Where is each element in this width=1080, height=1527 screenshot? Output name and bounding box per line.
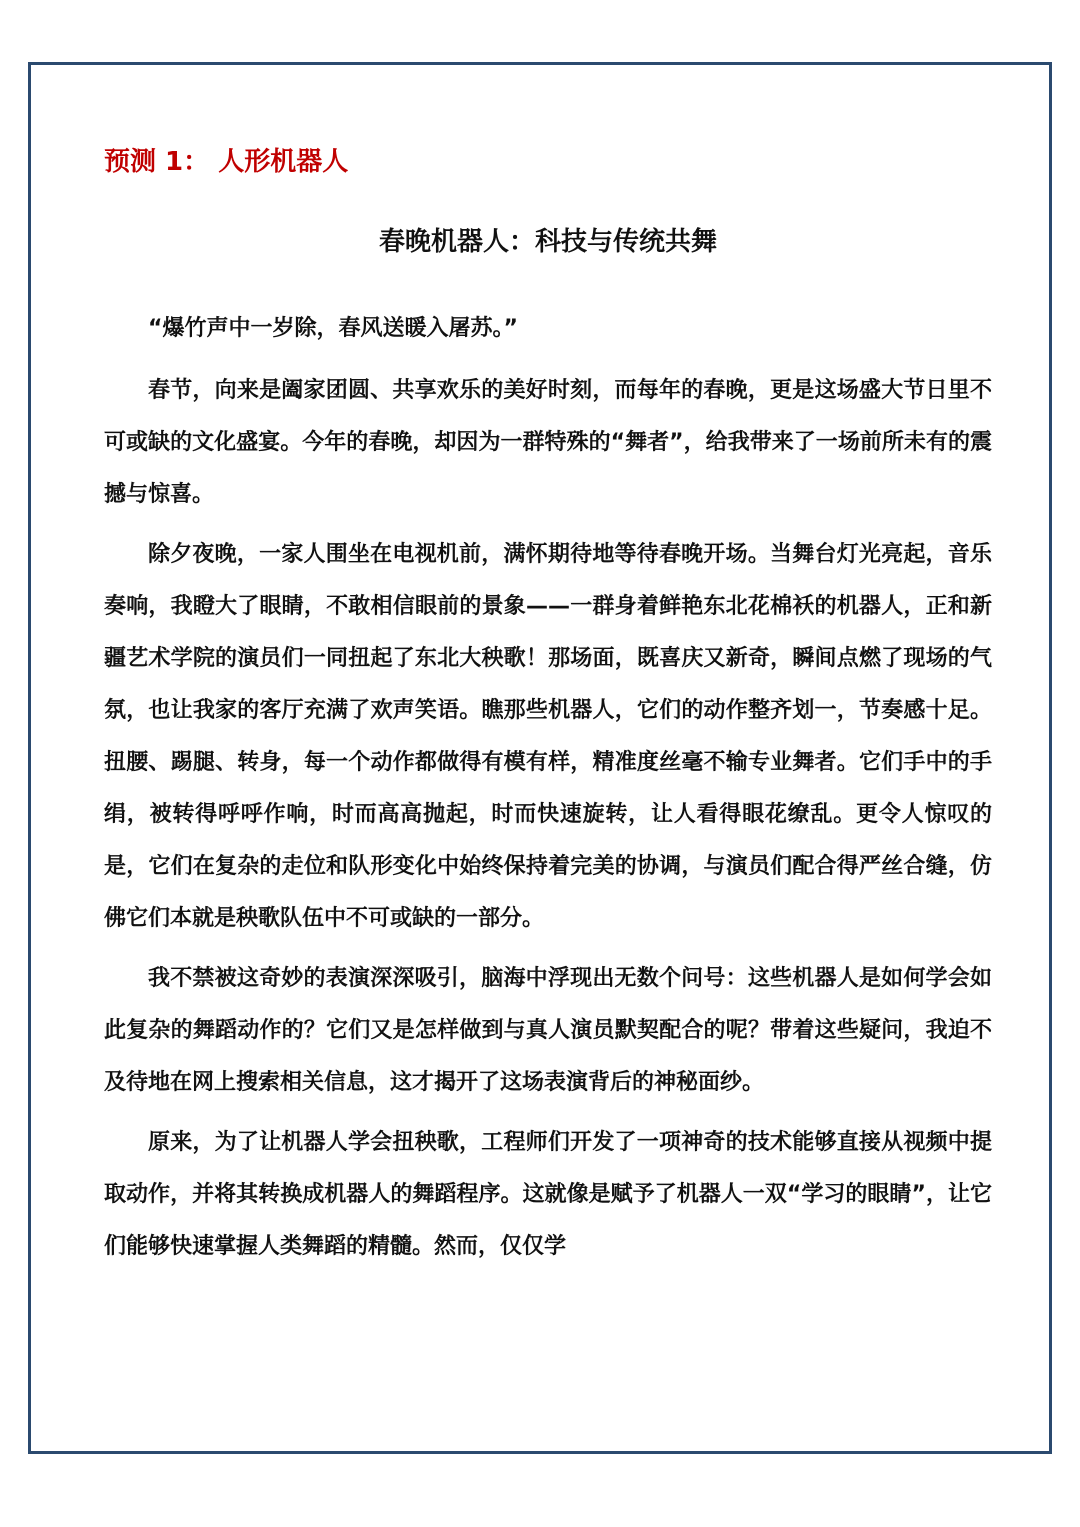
opening-quote: “爆竹声中一岁除，春风送暖入屠苏。” [148,316,518,341]
paragraph: 除夕夜晚，一家人围坐在电视机前，满怀期待地等待春晚开场。当舞台灯光亮起，音乐奏响，我瞪大了眼睛，不敢相信眼前的景象——一群身着鲜艳东北花棉袄的机器人，正和新疆艺术学院的演员们一同扭起了东北大秧歌！那场面，既喜庆又新奇，瞬间点燃了现场的气氛，也让我家的客厅充满了欢声笑语。瞧那些机器人，它们的动作整齐划一，节奏感十足。扭腰、踢腿、转身，每一个动作都做得有模有样，精准度丝毫不输专业舞者。它们手中的手绢，被转得呼呼作响，时而高高抛起，时而快速旋转，让人看得眼花缭乱。更令人惊叹的是，它们在复杂的走位和队形变化中始终保持着完美的协调，与演员们配合得严丝合缝，仿佛它们本就是秧歌队伍中不可或缺的一部分。 [104,542,992,931]
section-title: 预测 1： 人形机器人 [104,147,349,177]
paragraph: 春节，向来是阖家团圆、共享欢乐的美好时刻，而每年的春晚，更是这场盛大节日里不可或缺的文化盛宴。今年的春晚，却因为一群特殊的“舞者”，给我带来了一场前所未有的震撼与惊喜。 [104,378,992,507]
paragraph: 我不禁被这奇妙的表演深深吸引，脑海中浮现出无数个问号：这些机器人是如何学会如此复杂的舞蹈动作的？它们又是怎样做到与真人演员默契配合的呢？带着这些疑问，我迫不及待地在网上搜索相关信息，这才揭开了这场表演背后的神秘面纱。 [104,966,992,1095]
article-body [104,303,992,1281]
article-title: 春晚机器人：科技与传统共舞 [378,227,717,257]
paragraph: 原来，为了让机器人学会扭秧歌，工程师们开发了一项神奇的技术能够直接从视频中提取动作，并将其转换成机器人的舞蹈程序。这就像是赋予了机器人一双“学习的眼睛”，让它们能够快速掌握人类舞蹈的精髓。然而，仅仅学 [104,1130,992,1259]
